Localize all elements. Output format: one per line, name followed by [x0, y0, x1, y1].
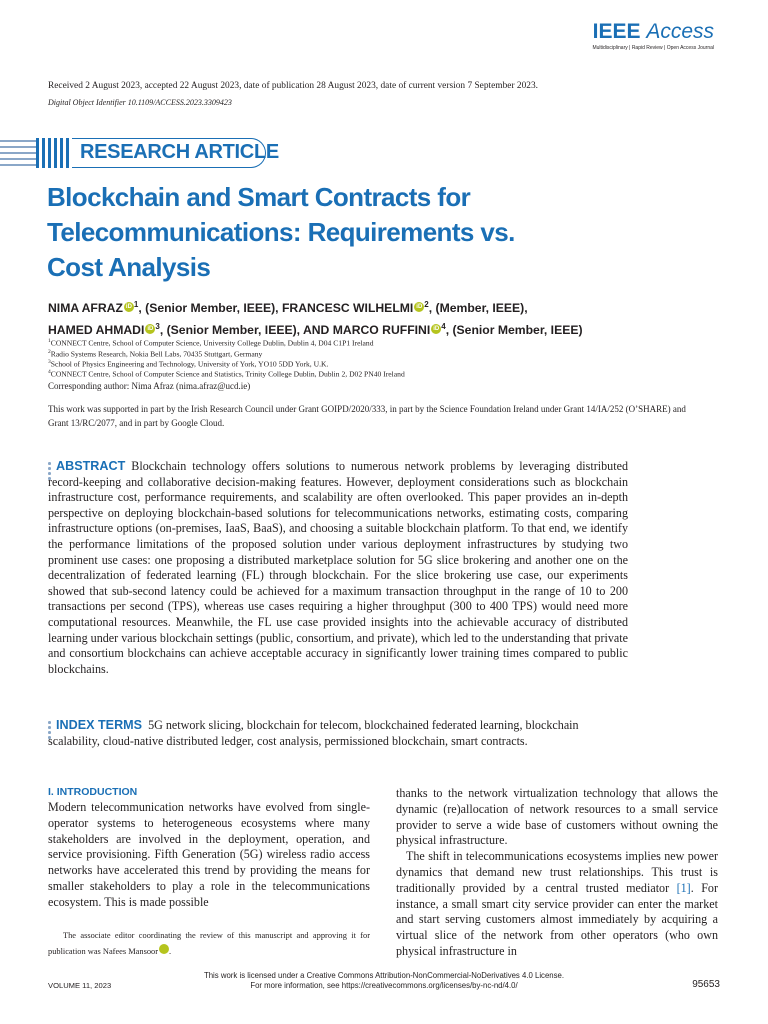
author-role: , (Senior Member, IEEE): [445, 323, 583, 338]
author-affil-num: 3: [155, 322, 160, 331]
abstract-text: Blockchain technology offers solutions to numerous network problems by leveraging distributed record-keeping and collaborative decision-making features. However, deployment considerations such as blockchain infrastructure cost, performance requirements, and scalability are often overlooked. This paper provides an in-depth perspective on deploying blockchain-based solutions for telecommunications networks, estimating costs, comparing infrastructure options (on-premises, IaaS, BaaS), and choosing a suitable blockchain platform. To that end, we identify the performance limitations of the proposed solution under various deployment infrastructures by studying two prominent use cases: one proposing a distributed marketplace solution for 5G slice brokering and another one on the decentralization of federated learning (FL) through blockchain. For the slice brokering use case, our experiments showed that sub-second latency could be achieved for a maximum transaction throughput in the range of 10 to 200 transactions per second (TPS), whereas use cases requiring a higher throughput (300 to 400 TPS) would need more computational resources. Meanwhile, the FL use case provided insights into the achievable accuracy of distributed learning under various blockchain settings (public, consortium, and private), which led to the understanding that private and consortium blockchains can achieve acceptable accuracy in significantly lower training times compared to public blockchains.: [48, 459, 628, 676]
intro-text: . For instance, a small smart city service provider can enter the market and start serving customers almost immediately by acquiring a virtual slice of the network from other operators (who own physical infrastructure in: [396, 880, 718, 958]
affiliation-text: CONNECT Centre, School of Computer Science and Statistics, Trinity College Dublin, Dublin 2, D02 PN40 Ireland: [50, 369, 405, 379]
index-terms-text: 5G network slicing, blockchain for telecom, blockchained federated learning, blockchain scalability, cloud-native distributed ledger, cost analysis, permissioned blockchain, smart contracts.: [48, 718, 579, 748]
orcid-icon[interactable]: iD: [416, 304, 423, 311]
intro-paragraph: [396, 849, 718, 960]
author-affil-num: 4: [441, 322, 446, 331]
funding-statement: This work was supported in part by the Irish Research Council under Grant GOIPD/2020/333, in part by the Science Foundation Ireland under Grant 14/IA/252 (O’SHARE) and Grant 13/RC/2077, and in part by Google Cloud.: [48, 404, 686, 428]
citation-link[interactable]: [1]: [676, 880, 691, 895]
author-role: , (Senior Member, IEEE),: [138, 301, 282, 316]
logo-brand-italic: Access: [646, 20, 714, 43]
author-name: NIMA AFRAZ: [48, 301, 123, 316]
article-type-label: RESEARCH ARTICLE: [80, 141, 279, 163]
author-affil-num: 1: [133, 300, 139, 309]
volume-label: VOLUME 11, 2023: [48, 981, 112, 990]
affiliation-text: School of Physics Engineering and Technology, University of York, YO10 5DD York, U.K.: [50, 359, 329, 369]
received-dates: Received 2 August 2023, accepted 22 August 2023, date of publication 28 August 2023, date of current version 7 September 2023.: [48, 81, 539, 91]
orcid-icon[interactable]: iD: [125, 304, 132, 311]
logo-tagline: Multidisciplinary | Rapid Review | Open Access Journal: [592, 45, 714, 51]
index-terms-label: INDEX TERMS: [56, 718, 143, 732]
page-number: 95653: [692, 979, 720, 990]
author-line-2: [48, 322, 583, 337]
author-role: , (Member, IEEE),: [428, 301, 528, 316]
affiliation-text: Radio Systems Research, Nokia Bell Labs, 70435 Stuttgart, Germany: [50, 349, 263, 359]
affiliation: [48, 367, 405, 380]
banner-stripes-icon: [0, 136, 72, 170]
affiliation-num: 4: [48, 369, 51, 375]
author-affil-num: 2: [424, 300, 429, 309]
affiliation-num: 3: [48, 359, 51, 365]
affiliation-num: 2: [48, 349, 51, 355]
affiliation-num: 1: [48, 338, 51, 344]
author-name: FRANCESC WILHELMI: [281, 301, 414, 316]
orcid-icon[interactable]: iD: [159, 944, 169, 954]
journal-logo: [592, 20, 714, 51]
orcid-icon[interactable]: iD: [433, 326, 440, 333]
intro-paragraph: thanks to the network virtualization technology that allows the dynamic (re)allocation of network resources to a small service provider to serve a wide base of customers without owning the physical infrastructure.: [396, 786, 718, 848]
section-heading-introduction: I. INTRODUCTION: [48, 786, 138, 798]
footnote-text: The associate editor coordinating the review of this manuscript and approving it for publication was Nafees Mansoor: [48, 931, 370, 956]
author-name: MARCO RUFFINI: [332, 323, 431, 338]
doi: Digital Object Identifier 10.1109/ACCESS.2023.3309423: [48, 98, 232, 107]
intro-text: The shift in telecommunications ecosystems implies new power dynamics that demand new trust relationships. This trust is traditionally provided by a central trusted mediator: [396, 849, 718, 895]
intro-left-column: Modern telecommunication networks have evolved from single-operator systems to heterogeneous ecosystems where many stakeholders are involved in the deployment, operation, and service provisioning. Fifth Generation (5G) wireless radio access networks have accelerated this trend by providing the means for smaller stakeholders to play a role in the telecommunications ecosystem. This is made possible: [48, 800, 370, 909]
license-notice: [0, 971, 768, 991]
author-line-1: [48, 300, 528, 315]
paper-title: Blockchain and Smart Contracts for Telecommunications: Requirements vs. Cost Analysis: [47, 182, 515, 282]
abstract-label: ABSTRACT: [56, 459, 126, 473]
license-line-2[interactable]: For more information, see https://creativecommons.org/licenses/by-nc-nd/4.0/: [250, 981, 518, 990]
editor-footnote: The associate editor coordinating the review of this manuscript and approving it for publication was Nafees Mansoor iD.: [48, 931, 370, 956]
author-name: HAMED AHMADI: [48, 323, 145, 338]
intro-right-column: [396, 786, 718, 960]
orcid-icon[interactable]: iD: [147, 326, 154, 333]
index-terms: [48, 718, 628, 749]
author-role: , (Senior Member, IEEE), AND: [159, 323, 333, 338]
logo-brand-bold: IEEE: [592, 20, 641, 43]
affiliation-text: CONNECT Centre, School of Computer Science, University College Dublin, Dublin 4, D04 C1P1 Ireland: [50, 338, 374, 348]
corresponding-author: Corresponding author: Nima Afraz (nima.afraz@ucd.ie): [48, 381, 251, 391]
license-line-1: This work is licensed under a Creative Commons Attribution-NonCommercial-NoDerivatives 4.0 License.: [203, 971, 565, 980]
abstract: [48, 459, 628, 677]
